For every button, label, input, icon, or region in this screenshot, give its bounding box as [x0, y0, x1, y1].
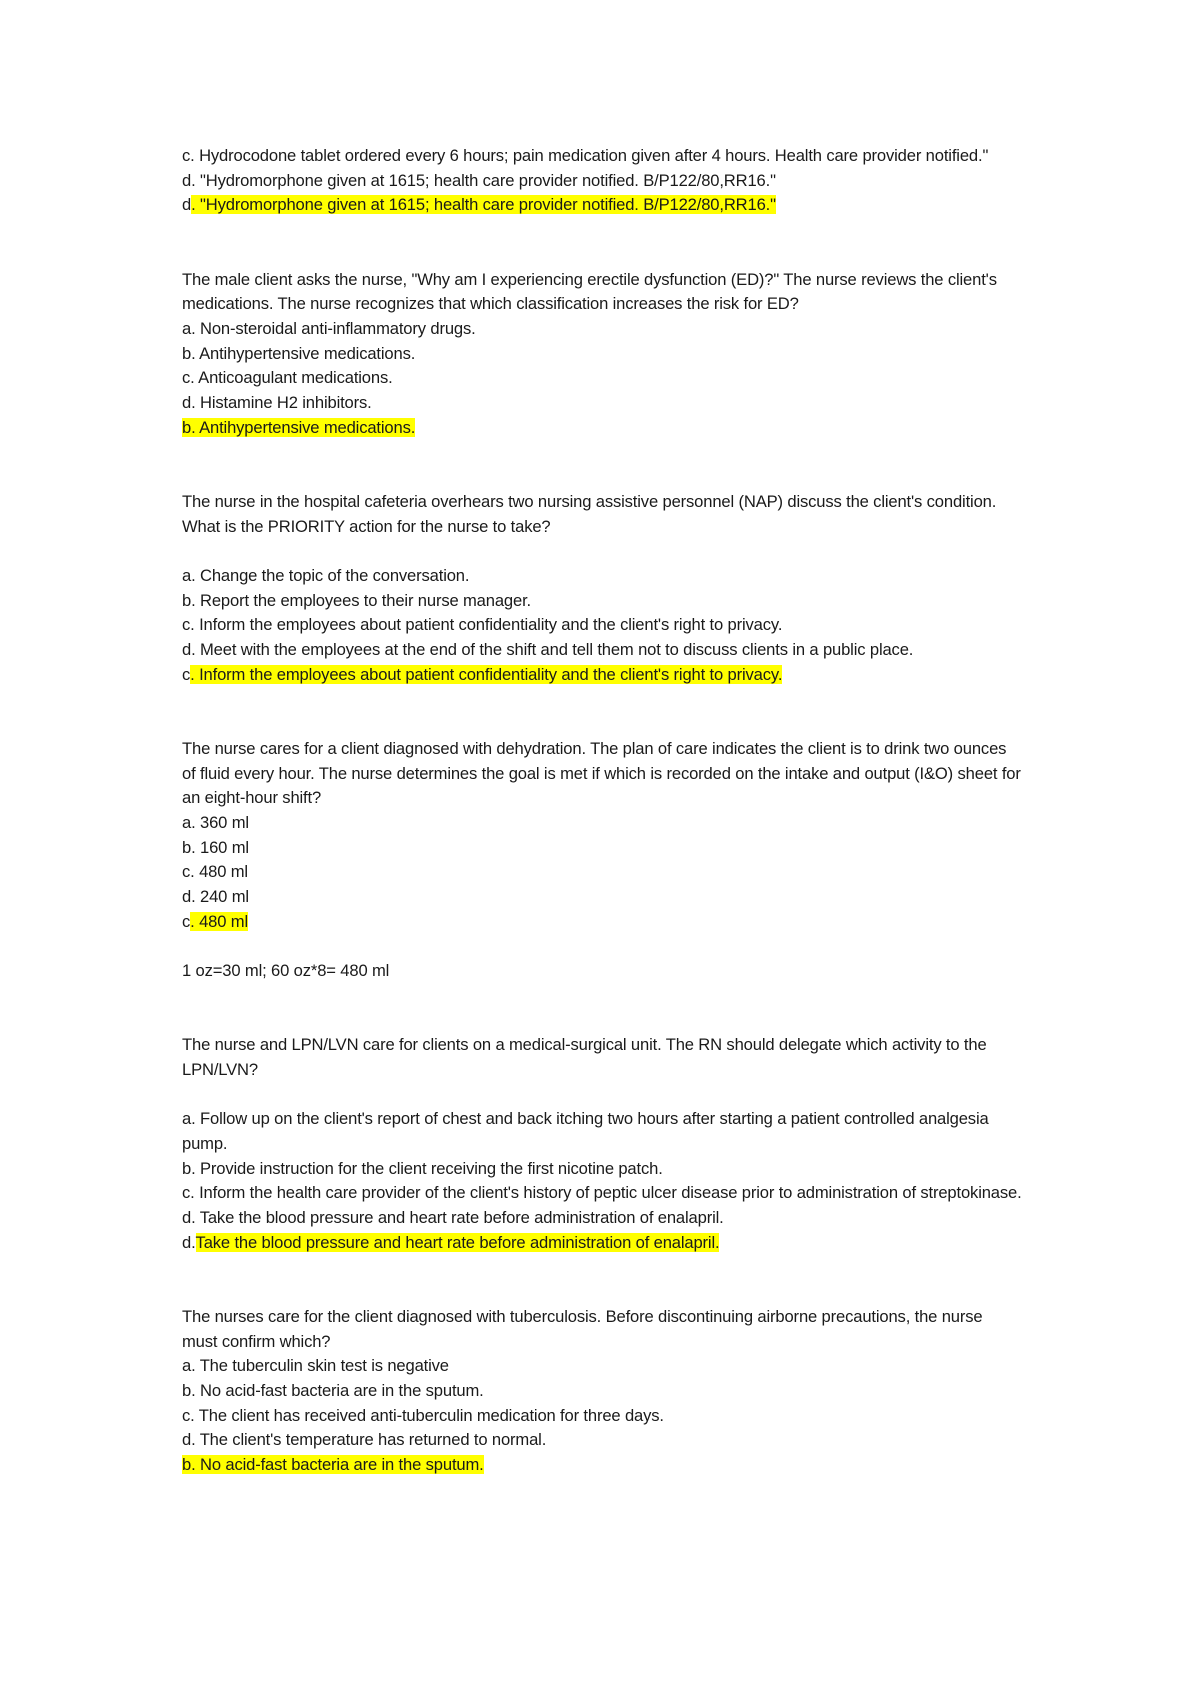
highlighted-answer: . Inform the employees about patient confidentiality and the client's right to privacy. [190, 664, 783, 684]
highlighted-answer: . 480 ml [190, 911, 248, 931]
intro-line: c. Hydrocodone tablet ordered every 6 hours; pain medication given after 4 hours. Health care provider notified." [182, 146, 989, 165]
question-block [182, 1033, 1022, 1255]
question-block [182, 268, 1022, 441]
answer-option: c. 480 ml [182, 862, 248, 882]
answer-option: b. Provide instruction for the client receiving the first nicotine patch. [182, 1158, 663, 1178]
answer-prefix: c [182, 664, 191, 684]
question-block [182, 737, 1022, 984]
correct-answer [182, 663, 1022, 688]
answer-option: b. 160 ml [182, 837, 249, 857]
answer-option: d. Meet with the employees at the end of the shift and tell them not to discuss clients in a public place. [182, 640, 914, 660]
answer-option: c. The client has received anti-tuberculin medication for three days. [182, 1405, 664, 1425]
answer-option: c. Anticoagulant medications. [182, 368, 393, 388]
question-stem: The nurses care for the client diagnosed with tuberculosis. Before discontinuing airborne precautions, the nurse must confirm which? [182, 1306, 983, 1351]
correct-answer [182, 1453, 1022, 1478]
intro-line: d. "Hydromorphone given at 1615; health care provider notified. B/P122/80,RR16." [182, 170, 776, 190]
highlighted-answer: b. Antihypertensive medications. [182, 417, 416, 437]
answer-option: d. Histamine H2 inhibitors. [182, 393, 372, 413]
answer-option: a. 360 ml [182, 812, 249, 832]
answer-option: d. The client's temperature has returned to normal. [182, 1430, 547, 1450]
question-block [182, 1305, 1022, 1478]
question-stem: The nurse and LPN/LVN care for clients on a medical-surgical unit. The RN should delegate which activity to the LPN/LVN? [182, 1035, 987, 1079]
document-body [182, 144, 1022, 1478]
answer-option: c. Inform the health care provider of the client's history of peptic ulcer disease prior to administration of streptokinase. [182, 1183, 1022, 1203]
correct-answer [182, 416, 1022, 441]
answer-option: d. 240 ml [182, 887, 249, 907]
answer-prefix: d [182, 195, 192, 215]
highlighted-answer: . "Hydromorphone given at 1615; health care provider notified. B/P122/80,RR16." [191, 195, 776, 215]
answer-prefix: c [182, 911, 191, 931]
question-stem: The nurse cares for a client diagnosed with dehydration. The plan of care indicates the client is to drink two ounces of fluid every hour. The nurse determines the goal is met if which is recorded on the intake and output (I&O) sheet for an eight-hour shift? [182, 738, 1021, 808]
answer-option: d. Take the blood pressure and heart rate before administration of enalapril. [182, 1208, 724, 1228]
correct-answer [182, 1231, 1022, 1256]
answer-option: c. Inform the employees about patient confidentiality and the client's right to privacy. [182, 615, 783, 635]
answer-option: a. Change the topic of the conversation. [182, 565, 470, 585]
question-stem: The male client asks the nurse, "Why am I experiencing erectile dysfunction (ED)?" The nurse reviews the client's medications. The nurse recognizes that which classification increases the risk for ED? [182, 269, 997, 314]
answer-option: b. Report the employees to their nurse manager. [182, 590, 531, 610]
answer-option: a. Follow up on the client's report of chest and back itching two hours after starting a patient controlled analgesia pump. [182, 1109, 989, 1154]
highlighted-answer: b. No acid-fast bacteria are in the sputum. [182, 1455, 484, 1475]
answer-option: a. Non-steroidal anti-inflammatory drugs. [182, 318, 476, 338]
question-stem: The nurse in the hospital cafeteria overhears two nursing assistive personnel (NAP) discuss the client's condition. What is the PRIORITY action for the nurse to take? [182, 491, 997, 536]
intro-block [182, 144, 1022, 218]
answer-option: b. Antihypertensive medications. [182, 343, 416, 363]
calculation-note: 1 oz=30 ml; 60 oz*8= 480 ml [182, 961, 390, 981]
answer-option: a. The tuberculin skin test is negative [182, 1356, 449, 1376]
answer-option: b. No acid-fast bacteria are in the sputum. [182, 1381, 484, 1401]
question-block [182, 490, 1022, 688]
correct-answer [182, 910, 1022, 935]
highlighted-answer: Take the blood pressure and heart rate before administration of enalapril. [195, 1232, 720, 1252]
intro-answer [182, 193, 1022, 218]
answer-prefix: d. [182, 1232, 196, 1252]
